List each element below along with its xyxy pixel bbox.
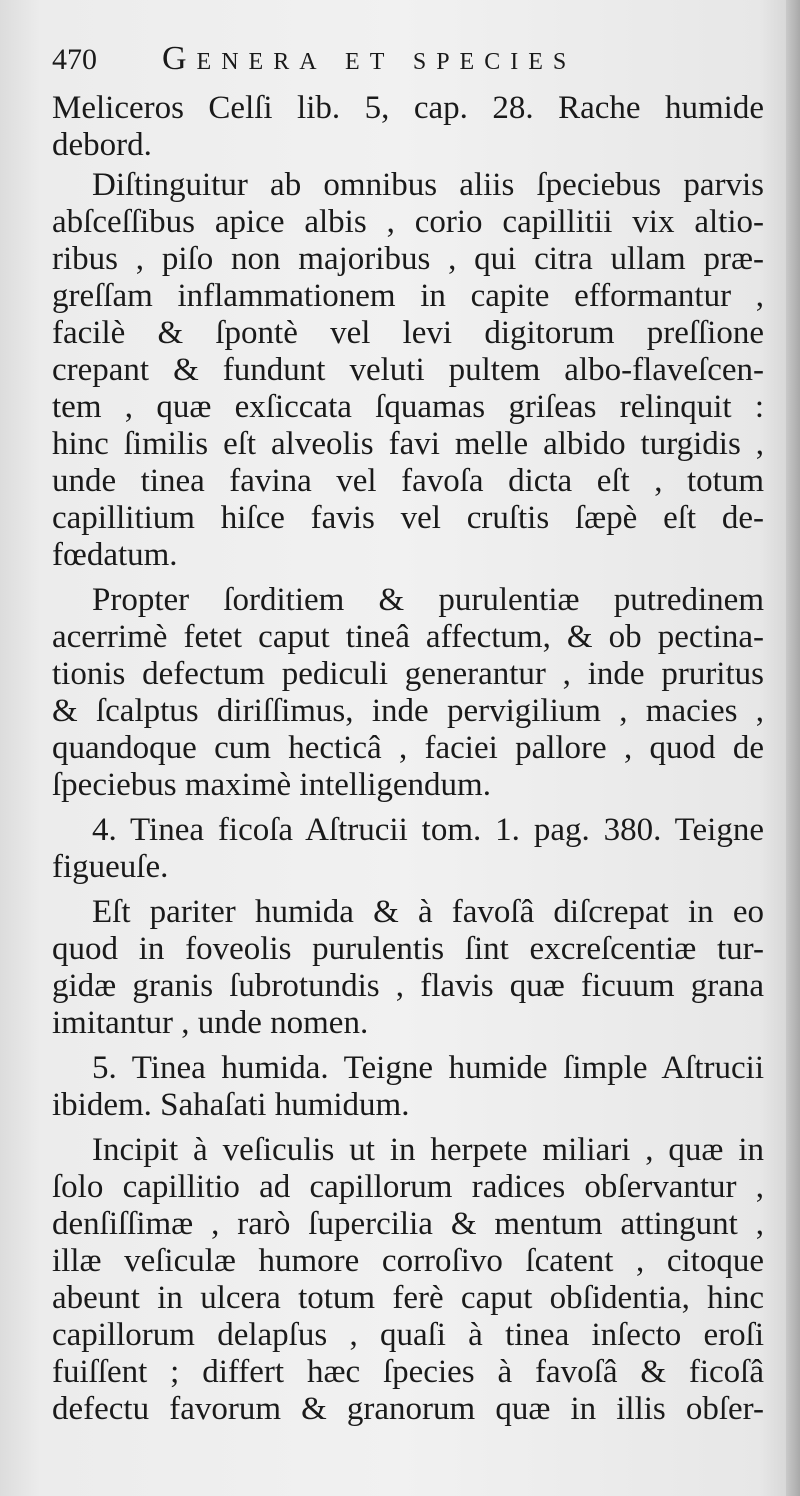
text-line: Incipit à veſiculis ut in herpete miliari , quæ in — [92, 1132, 764, 1168]
text-line: debord. — [52, 127, 152, 163]
page-text — [52, 40, 764, 1428]
text-line: ſpeciebus maximè intelligendum. — [52, 767, 491, 803]
text-line: Propter ſorditiem & purulentiæ putredinem — [92, 582, 764, 618]
text-line: abſceſſibus apice albis , corio capillitii vix altio- — [52, 204, 764, 240]
text-line: imitantur , unde nomen. — [52, 1005, 369, 1041]
text-line: acerrimè fetet caput tineâ affectum, & ob pectina- — [52, 619, 764, 655]
text-line: figueuſe. — [52, 849, 169, 885]
text-line: tionis defectum pediculi generantur , inde pruritus — [52, 656, 764, 692]
text-line: Meliceros Celſi lib. 5, cap. 28. Rache humide — [52, 90, 764, 126]
text-line: & ſcalptus diriſſimus, inde pervigilium , macies , — [52, 693, 764, 729]
text-line: ſolo capillitio ad capillorum radices obſervantur , — [52, 1169, 764, 1205]
text-line: fœdatum. — [52, 537, 178, 573]
text-line: 4. Tinea ficoſa Aſtrucii tom. 1. pag. 380. Teigne — [92, 812, 764, 848]
page-number: 470 — [52, 43, 97, 76]
text-line: crepant & fundunt veluti pultem albo-flaveſcen- — [52, 352, 764, 388]
text-line: facilè & ſpontè vel levi digitorum preſſione — [52, 315, 764, 351]
text-line: Eſt pariter humida & à favoſâ diſcrepat in eo — [92, 894, 764, 930]
text-line: unde tinea favina vel favoſa dicta eſt , totum — [52, 463, 764, 499]
text-line: greſſam inflammationem in capite efformantur , — [52, 278, 764, 314]
text-line: ribus , piſo non majoribus , qui citra ullam præ- — [52, 241, 764, 277]
text-line: capillorum delapſus , quaſi à tinea inſecto eroſi — [52, 1317, 764, 1353]
text-line: capillitium hiſce favis vel cruſtis ſæpè eſt de- — [52, 500, 764, 536]
text-line: denſiſſimæ , rarò ſupercilia & mentum attingunt , — [52, 1206, 764, 1242]
running-head — [52, 40, 764, 90]
text-line: abeunt in ulcera totum ferè caput obſidentia, hinc — [52, 1280, 764, 1316]
text-line: ibidem. Sahaſati humidum. — [52, 1087, 410, 1123]
text-line: 5. Tinea humida. Teigne humide ſimple Aſtrucii — [92, 1050, 764, 1086]
text-line: Diſtinguitur ab omnibus aliis ſpeciebus parvis — [92, 167, 764, 203]
text-line: quod in foveolis purulentis ſint excreſcentiæ tur- — [52, 931, 764, 967]
text-line: tem , quæ exſiccata ſquamas griſeas relinquit : — [52, 389, 764, 425]
text-line: defectu favorum & granorum quæ in illis obſer- — [52, 1391, 764, 1427]
text-line: quandoque cum hecticâ , faciei pallore , quod de — [52, 730, 764, 766]
running-title: Genera et species — [162, 40, 577, 77]
text-line: gidæ granis ſubrotundis , flavis quæ ficuum grana — [52, 968, 764, 1004]
text-line: illæ veſiculæ humore corroſivo ſcatent , citoque — [52, 1243, 764, 1279]
text-line: hinc ſimilis eſt alveolis favi melle albido turgidis , — [52, 426, 764, 462]
page-edge-shadow — [786, 0, 800, 1496]
text-line: fuiſſent ; differt hæc ſpecies à favoſâ & ficoſâ — [52, 1354, 764, 1390]
